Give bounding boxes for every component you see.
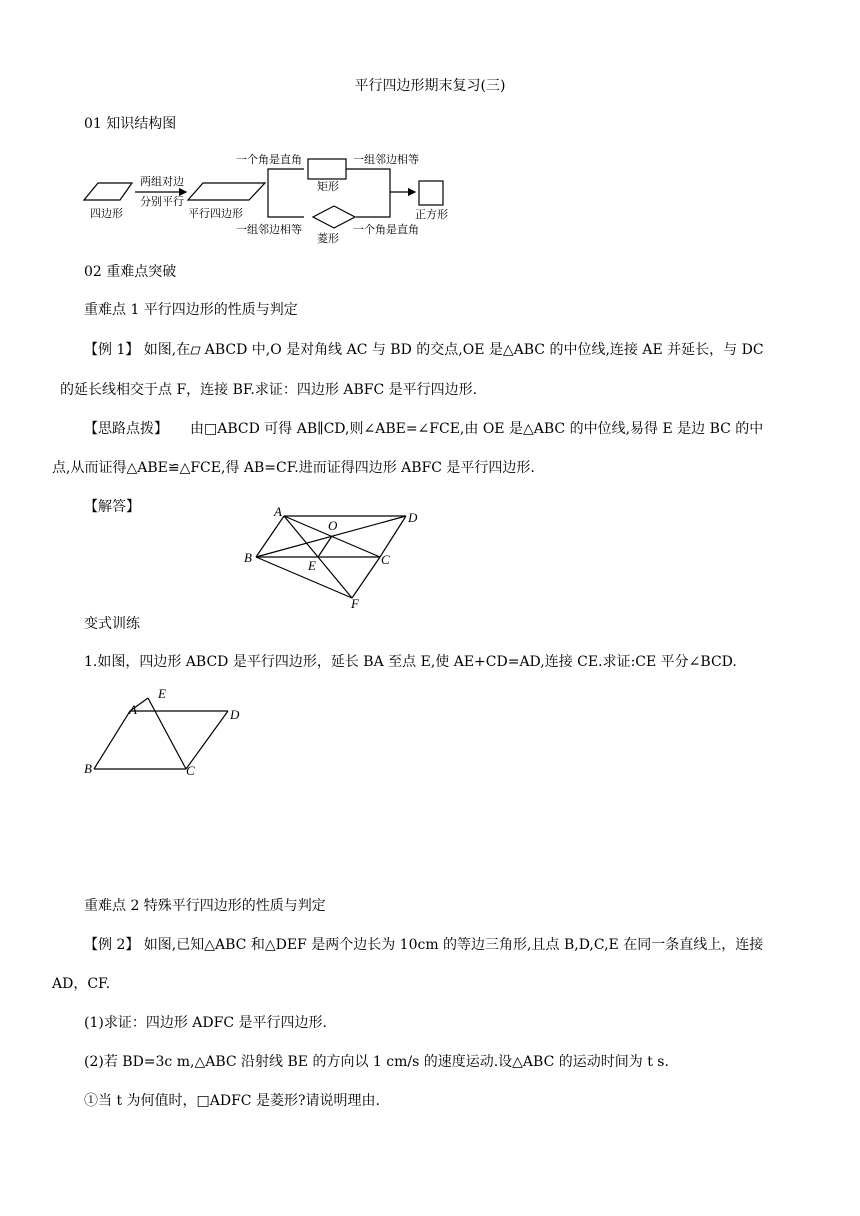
fig2-label-C: C: [186, 763, 195, 778]
fig2-label-E: E: [158, 686, 166, 701]
section-heading-key-points: 02 重难点突破: [84, 264, 177, 280]
label-cond-adjacent-equal-2: 一组邻边相等: [236, 223, 302, 236]
label-square: 正方形: [415, 208, 448, 221]
parallelogram-symbol: [190, 340, 200, 347]
square-shape: [419, 181, 443, 205]
fig2-label-A: A: [129, 702, 137, 717]
page-title: 平行四边形期末复习(三): [354, 78, 506, 94]
fig1-label-O: O: [328, 518, 338, 533]
fig1-label-A: A: [274, 504, 282, 519]
example-2-line-2: AD，CF.: [52, 976, 111, 992]
label-quadrilateral: 四边形: [90, 207, 123, 220]
section-heading-structure: 01 知识结构图: [84, 116, 177, 132]
quadrilateral-shape: [84, 183, 132, 200]
label-cond-adjacent-equal: 一组邻边相等: [353, 153, 419, 166]
knowledge-structure-diagram: [0, 145, 860, 265]
example-1-text-b: ABCD 中,O 是对角线 AC 与 BD 的交点,OE 是△ABC 的中位线,连接 AE 并延长，与 DC: [200, 342, 764, 358]
fig1-label-C: C: [381, 552, 390, 567]
label-rectangle: 矩形: [317, 180, 339, 193]
fig2-label-D: D: [230, 707, 240, 722]
question-1-figure: [80, 685, 260, 785]
hint-text-1: 由□ABCD 可得 AB∥CD,则∠ABE=∠FCE,由 OE 是△ABC 的中位线,易得 E 是边 BC 的中: [190, 421, 764, 437]
hint-line-1: [84, 419, 763, 439]
fig2-label-B: B: [84, 761, 92, 776]
rhombus-shape: [313, 206, 355, 228]
fig1-label-B: B: [244, 550, 252, 565]
hint-tag: 【思路点拨】: [84, 421, 168, 437]
label-cond-right-angle: 一个角是直角: [236, 153, 302, 166]
example-2-part-1: (1)求证：四边形 ADFC 是平行四边形.: [84, 1015, 327, 1031]
answer-tag: 【解答】: [84, 499, 140, 515]
hint-line-2: 点,从而证得△ABE≌△FCE,得 AB=CF.进而证得四边形 ABFC 是平行四边形.: [52, 460, 535, 476]
example-2-line-1: [84, 935, 763, 955]
example-1-line-1: [84, 340, 764, 360]
key-point-2-heading: 重难点 2 特殊平行四边形的性质与判定: [84, 898, 326, 914]
example-1-line-2: 的延长线相交于点 F，连接 BF.求证：四边形 ABFC 是平行四边形.: [60, 382, 478, 398]
rectangle-shape: [308, 159, 346, 179]
example-2-tag: 【例 2】: [84, 937, 140, 953]
label-parallelogram: 平行四边形: [188, 207, 243, 220]
fig1-label-F: F: [351, 596, 359, 611]
label-cond-parallel-top: 两组对边: [140, 175, 184, 188]
example-1-figure: [240, 500, 440, 610]
label-rhombus: 菱形: [317, 232, 339, 245]
fig1-label-D: D: [408, 510, 418, 525]
example-2-text-1: 如图,已知△ABC 和△DEF 是两个边长为 10cm 的等边三角形,且点 B,D,C,E 在同一条直线上，连接: [139, 937, 764, 953]
example-1-text-a: 如图,在: [139, 342, 191, 358]
example-1-tag: 【例 1】: [84, 342, 140, 358]
example-2-part-3: ①当 t 为何值时，□ADFC 是菱形?请说明理由.: [84, 1093, 380, 1109]
example-2-part-2: (2)若 BD=3c m,△ABC 沿射线 BE 的方向以 1 cm/s 的速度运动.设△ABC 的运动时间为 t s.: [84, 1054, 669, 1070]
label-cond-parallel-bottom: 分别平行: [140, 195, 184, 208]
key-point-1-heading: 重难点 1 平行四边形的性质与判定: [84, 302, 298, 318]
parallelogram-shape: [188, 183, 265, 200]
question-1: 1.如图，四边形 ABCD 是平行四边形，延长 BA 至点 E,使 AE+CD=AD,连接 CE.求证:CE 平分∠BCD.: [84, 654, 737, 670]
label-cond-right-angle-2: 一个角是直角: [353, 223, 419, 236]
fig1-label-E: E: [308, 558, 316, 573]
variant-training-heading: 变式训练: [84, 616, 140, 632]
